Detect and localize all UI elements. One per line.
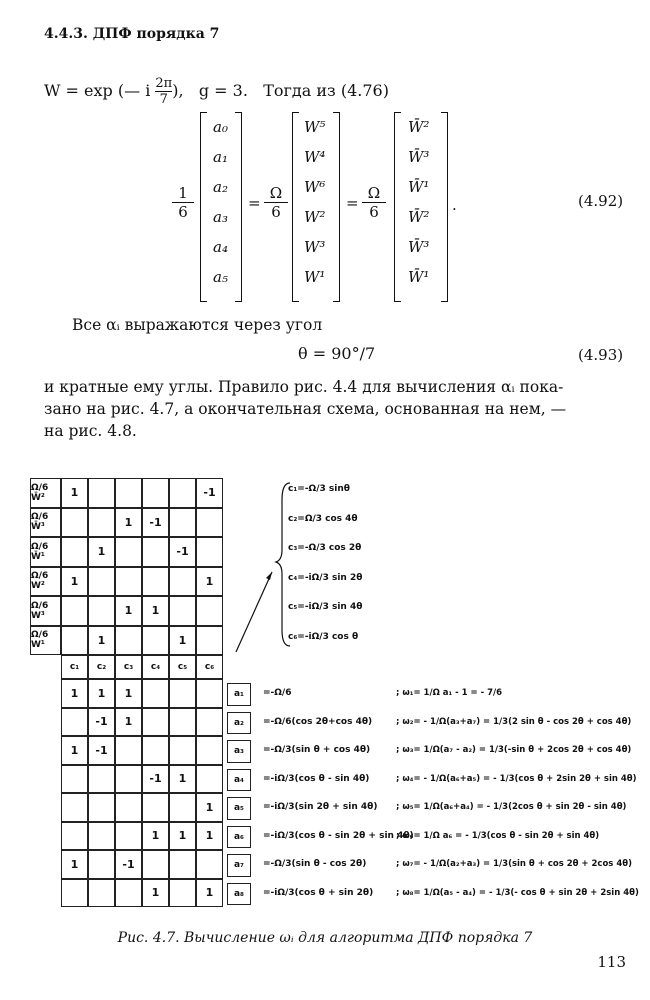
lead-fraction: [172, 184, 194, 221]
matrix-cell: [196, 679, 223, 708]
wbar-vector-entry: W̄¹: [408, 268, 430, 286]
mid-den: 6: [271, 203, 281, 221]
c-label: c₁: [61, 655, 88, 679]
paragraph-2-line: на рис. 4.8.: [44, 422, 137, 440]
c-label: c₃: [115, 655, 142, 679]
matrix-cell: 1: [196, 793, 223, 822]
matrix-cell: [169, 793, 196, 822]
matrix-cell: [196, 850, 223, 879]
wbar-vector-entry: W̄²: [408, 208, 430, 226]
matrix-cell: [142, 736, 169, 765]
a-label: a₈: [227, 883, 251, 906]
matrix-cell: 1: [61, 478, 88, 508]
matrix-cell: [88, 850, 115, 879]
a-formula: =-iΩ/3(cos θ - sin 4θ): [263, 773, 370, 784]
matrix-cell: [61, 508, 88, 538]
matrix-cell: -1: [142, 508, 169, 538]
matrix-cell: [61, 822, 88, 851]
matrix-cell: [196, 508, 223, 538]
a-formula: =-iΩ/3(sin 2θ + sin 4θ): [263, 802, 378, 812]
then-text: Тогда из (4.76): [263, 81, 389, 100]
wbar-vector-entry: W̄²: [408, 118, 430, 136]
equation-number-4-92: (4.92): [578, 192, 624, 210]
omega-formula: ; ω₄= - 1/Ω(a₆+a₅) = - 1/3(cos θ + 2sin 2θ + sin 4θ): [396, 773, 637, 784]
wbar-vector-entry: W̄³: [408, 148, 430, 166]
matrix-cell: [61, 708, 88, 737]
a-formula: =-Ω/6: [263, 688, 292, 698]
matrix-cell: 1: [88, 537, 115, 567]
arrow-line: [236, 572, 272, 652]
matrix-cell: [115, 537, 142, 567]
w-vector-entry: W¹: [304, 268, 326, 286]
matrix-cell: [115, 822, 142, 851]
omega-formula: ; ω₈= 1/Ω(a₅ - a₄) = - 1/3(- cos θ + sin 2θ + 2sin 4θ): [396, 887, 639, 898]
a-label: a₆: [227, 826, 251, 849]
matrix-cell: 1: [115, 679, 142, 708]
brace: [276, 483, 290, 646]
matrix-cell: [142, 478, 169, 508]
wbar-vector: [394, 112, 448, 300]
matrix-cell: -1: [88, 736, 115, 765]
row-label: Ω/6 W̄³: [30, 508, 61, 538]
matrix-cell: -1: [115, 850, 142, 879]
matrix-cell: [61, 537, 88, 567]
matrix-cell: [169, 508, 196, 538]
lead-den: 6: [178, 203, 188, 221]
matrix-cell: 1: [142, 596, 169, 626]
matrix-cell: 1: [61, 850, 88, 879]
matrix-cell: 1: [115, 596, 142, 626]
figure-4-7: [0, 470, 650, 910]
matrix-cell: [88, 596, 115, 626]
a-formula: =-Ω/3(sin θ - cos 2θ): [263, 859, 367, 869]
matrix-cell: [169, 708, 196, 737]
matrix-cell: [169, 567, 196, 597]
matrix-cell: [196, 765, 223, 794]
matrix-cell: 1: [142, 822, 169, 851]
frac-num: 2π: [155, 76, 173, 91]
a-vector-entry: a₂: [213, 178, 228, 196]
matrix-cell: [196, 626, 223, 656]
a-label: a₃: [227, 740, 251, 763]
matrix-cell: [115, 567, 142, 597]
equation-4-92: [172, 112, 462, 300]
matrix-cell: 1: [88, 626, 115, 656]
a-label: a₇: [227, 854, 251, 877]
matrix-cell: -1: [169, 537, 196, 567]
matrix-cell: [142, 708, 169, 737]
matrix-cell: [196, 596, 223, 626]
section-title: 4.4.3. ДПФ порядка 7: [44, 26, 220, 42]
matrix-cell: -1: [88, 708, 115, 737]
matrix-cell: [169, 879, 196, 908]
matrix-cell: -1: [196, 478, 223, 508]
c-formula: c₂=Ω/3 cos 4θ: [288, 513, 358, 524]
right-num: Ω: [362, 184, 386, 203]
wbar-vector-entry: W̄³: [408, 238, 430, 256]
a-vector-entry: a₄: [213, 238, 228, 256]
matrix-cell: [142, 850, 169, 879]
row-label: Ω/6 W³: [30, 596, 61, 626]
c-formula: c₄=-iΩ/3 sin 2θ: [288, 572, 363, 583]
w-definition: W = exp: [44, 81, 113, 100]
matrix-cell: [61, 596, 88, 626]
matrix-cell: [61, 626, 88, 656]
matrix-cell: [196, 736, 223, 765]
matrix-cell: [169, 850, 196, 879]
paragraph-2: [44, 376, 640, 442]
w-vector-entry: W³: [304, 238, 326, 256]
matrix-cell: 1: [196, 879, 223, 908]
equation-4-93: θ = 90°/7: [298, 344, 376, 363]
a-label: a₅: [227, 797, 251, 820]
row-label: Ω/6 W¹: [30, 626, 61, 656]
matrix-cell: [142, 567, 169, 597]
wbar-vector-entry: W̄¹: [408, 178, 430, 196]
paragraph-1: Все αᵢ выражаются через угол: [72, 316, 323, 334]
right-fraction: [362, 184, 386, 221]
matrix-cell: 1: [169, 626, 196, 656]
w-vector-entry: W²: [304, 208, 326, 226]
c-formula: c₅=-iΩ/3 sin 4θ: [288, 602, 363, 612]
omega-formula: ; ω₅= 1/Ω(a₆+a₄) = - 1/3(2cos θ + sin 2θ - sin 4θ): [396, 802, 627, 812]
a-vector-entry: a₀: [213, 118, 228, 136]
a-formula: =-iΩ/3(cos θ - sin 2θ + sin 4θ): [263, 830, 414, 841]
matrix-cell: [88, 793, 115, 822]
matrix-cell: [115, 626, 142, 656]
matrix-cell: [88, 765, 115, 794]
equals-2: =: [346, 194, 359, 212]
matrix-cell: 1: [115, 708, 142, 737]
omega-formula: ; ω₇= - 1/Ω(a₂+a₃) = 1/3(sin θ + cos 2θ + 2cos 4θ): [396, 859, 632, 869]
c-formula: c₃=-Ω/3 cos 2θ: [288, 543, 362, 553]
omega-formula: ; ω₂= - 1/Ω(a₃+a₇) = 1/3(2 sin θ - cos 2θ + cos 4θ): [396, 716, 632, 727]
matrix-cell: [115, 879, 142, 908]
c-label: c₆: [196, 655, 223, 679]
a-label: a₁: [227, 683, 251, 706]
matrix-cell: 1: [61, 567, 88, 597]
matrix-cell: [61, 793, 88, 822]
c-label: c₄: [142, 655, 169, 679]
a-formula: =-iΩ/3(cos θ + sin 2θ): [263, 887, 374, 898]
matrix-cell: 1: [196, 567, 223, 597]
matrix-cell: 1: [169, 822, 196, 851]
c-formula: c₆=-iΩ/3 cos θ: [288, 631, 359, 642]
omega-formula: ; ω₁= 1/Ω a₁ - 1 = - 7/6: [396, 688, 503, 698]
matrix-cell: 1: [61, 736, 88, 765]
matrix-cell: [88, 879, 115, 908]
a-vector-entry: a₅: [213, 268, 228, 286]
right-den: 6: [369, 203, 379, 221]
matrix-cell: [88, 567, 115, 597]
matrix-cell: [115, 793, 142, 822]
equals-1: =: [248, 194, 261, 212]
a-label: a₂: [227, 712, 251, 735]
c-formula: c₁=-Ω/3 sinθ: [288, 484, 350, 494]
definition-line: [44, 76, 389, 107]
matrix-cell: [142, 793, 169, 822]
matrix-cell: [115, 736, 142, 765]
matrix-cell: [142, 679, 169, 708]
c-label: c₂: [88, 655, 115, 679]
lead-num: 1: [172, 184, 194, 203]
a-label: a₄: [227, 769, 251, 792]
arrow-head: [266, 572, 272, 580]
figure-caption: Рис. 4.7. Вычисление ωᵢ для алгоритма ДПФ порядка 7: [117, 930, 533, 946]
row-label: Ω/6 W̄²: [30, 478, 61, 508]
w-vector-entry: W⁶: [304, 178, 326, 196]
minus-i: (— i: [117, 81, 151, 100]
matrix-cell: 1: [169, 765, 196, 794]
matrix-cell: -1: [142, 765, 169, 794]
mid-fraction: [264, 184, 288, 221]
w-vector-entry: W⁵: [304, 118, 326, 136]
matrix-cell: 1: [88, 679, 115, 708]
page-number: 113: [597, 953, 626, 971]
matrix-cell: [61, 879, 88, 908]
matrix-cell: [88, 478, 115, 508]
matrix-cell: [196, 708, 223, 737]
matrix-cell: [61, 765, 88, 794]
a-formula: =-Ω/6(cos 2θ+cos 4θ): [263, 716, 373, 727]
matrix-cell: [88, 508, 115, 538]
equation-number-4-93: (4.93): [578, 346, 624, 364]
matrix-cell: [115, 765, 142, 794]
w-vector-entry: W⁴: [304, 148, 326, 166]
matrix-cell: [169, 679, 196, 708]
two-pi-over-seven: [155, 76, 172, 107]
matrix-cell: 1: [61, 679, 88, 708]
mid-num: Ω: [264, 184, 288, 203]
matrix-cell: [196, 537, 223, 567]
c-label: c₅: [169, 655, 196, 679]
close-paren: ),: [172, 81, 184, 100]
matrix-cell: 1: [142, 879, 169, 908]
matrix-cell: [169, 736, 196, 765]
omega-formula: ; ω₃= 1/Ω(a₇ - a₂) = 1/3(-sin θ + 2cos 2θ + cos 4θ): [396, 745, 632, 755]
matrix-cell: 1: [196, 822, 223, 851]
omega-formula: ; ω₆= 1/Ω a₆ = - 1/3(cos θ - sin 2θ + sin 4θ): [396, 830, 600, 841]
matrix-cell: [169, 478, 196, 508]
matrix-cell: [88, 822, 115, 851]
matrix-cell: 1: [115, 508, 142, 538]
row-label: Ω/6 W²: [30, 567, 61, 597]
matrix-cell: [142, 626, 169, 656]
a-formula: =-Ω/3(sin θ + cos 4θ): [263, 745, 371, 755]
paragraph-2-line: и кратные ему углы. Правило рис. 4.4 для вычисления αᵢ пока-: [44, 378, 564, 396]
paragraph-2-line: зано на рис. 4.7, а окончательная схема, основанная на нем, —: [44, 400, 567, 418]
a-vector-entry: a₁: [213, 148, 228, 166]
a-vector: [200, 112, 242, 300]
matrix-cell: [142, 537, 169, 567]
row-label: Ω/6 W̄¹: [30, 537, 61, 567]
w-vector: [292, 112, 340, 300]
matrix-cell: [115, 478, 142, 508]
matrix-cell: [169, 596, 196, 626]
g-definition: g = 3.: [198, 81, 248, 100]
equation-dot: .: [452, 196, 457, 214]
a-vector-entry: a₃: [213, 208, 228, 226]
frac-den: 7: [159, 92, 168, 107]
